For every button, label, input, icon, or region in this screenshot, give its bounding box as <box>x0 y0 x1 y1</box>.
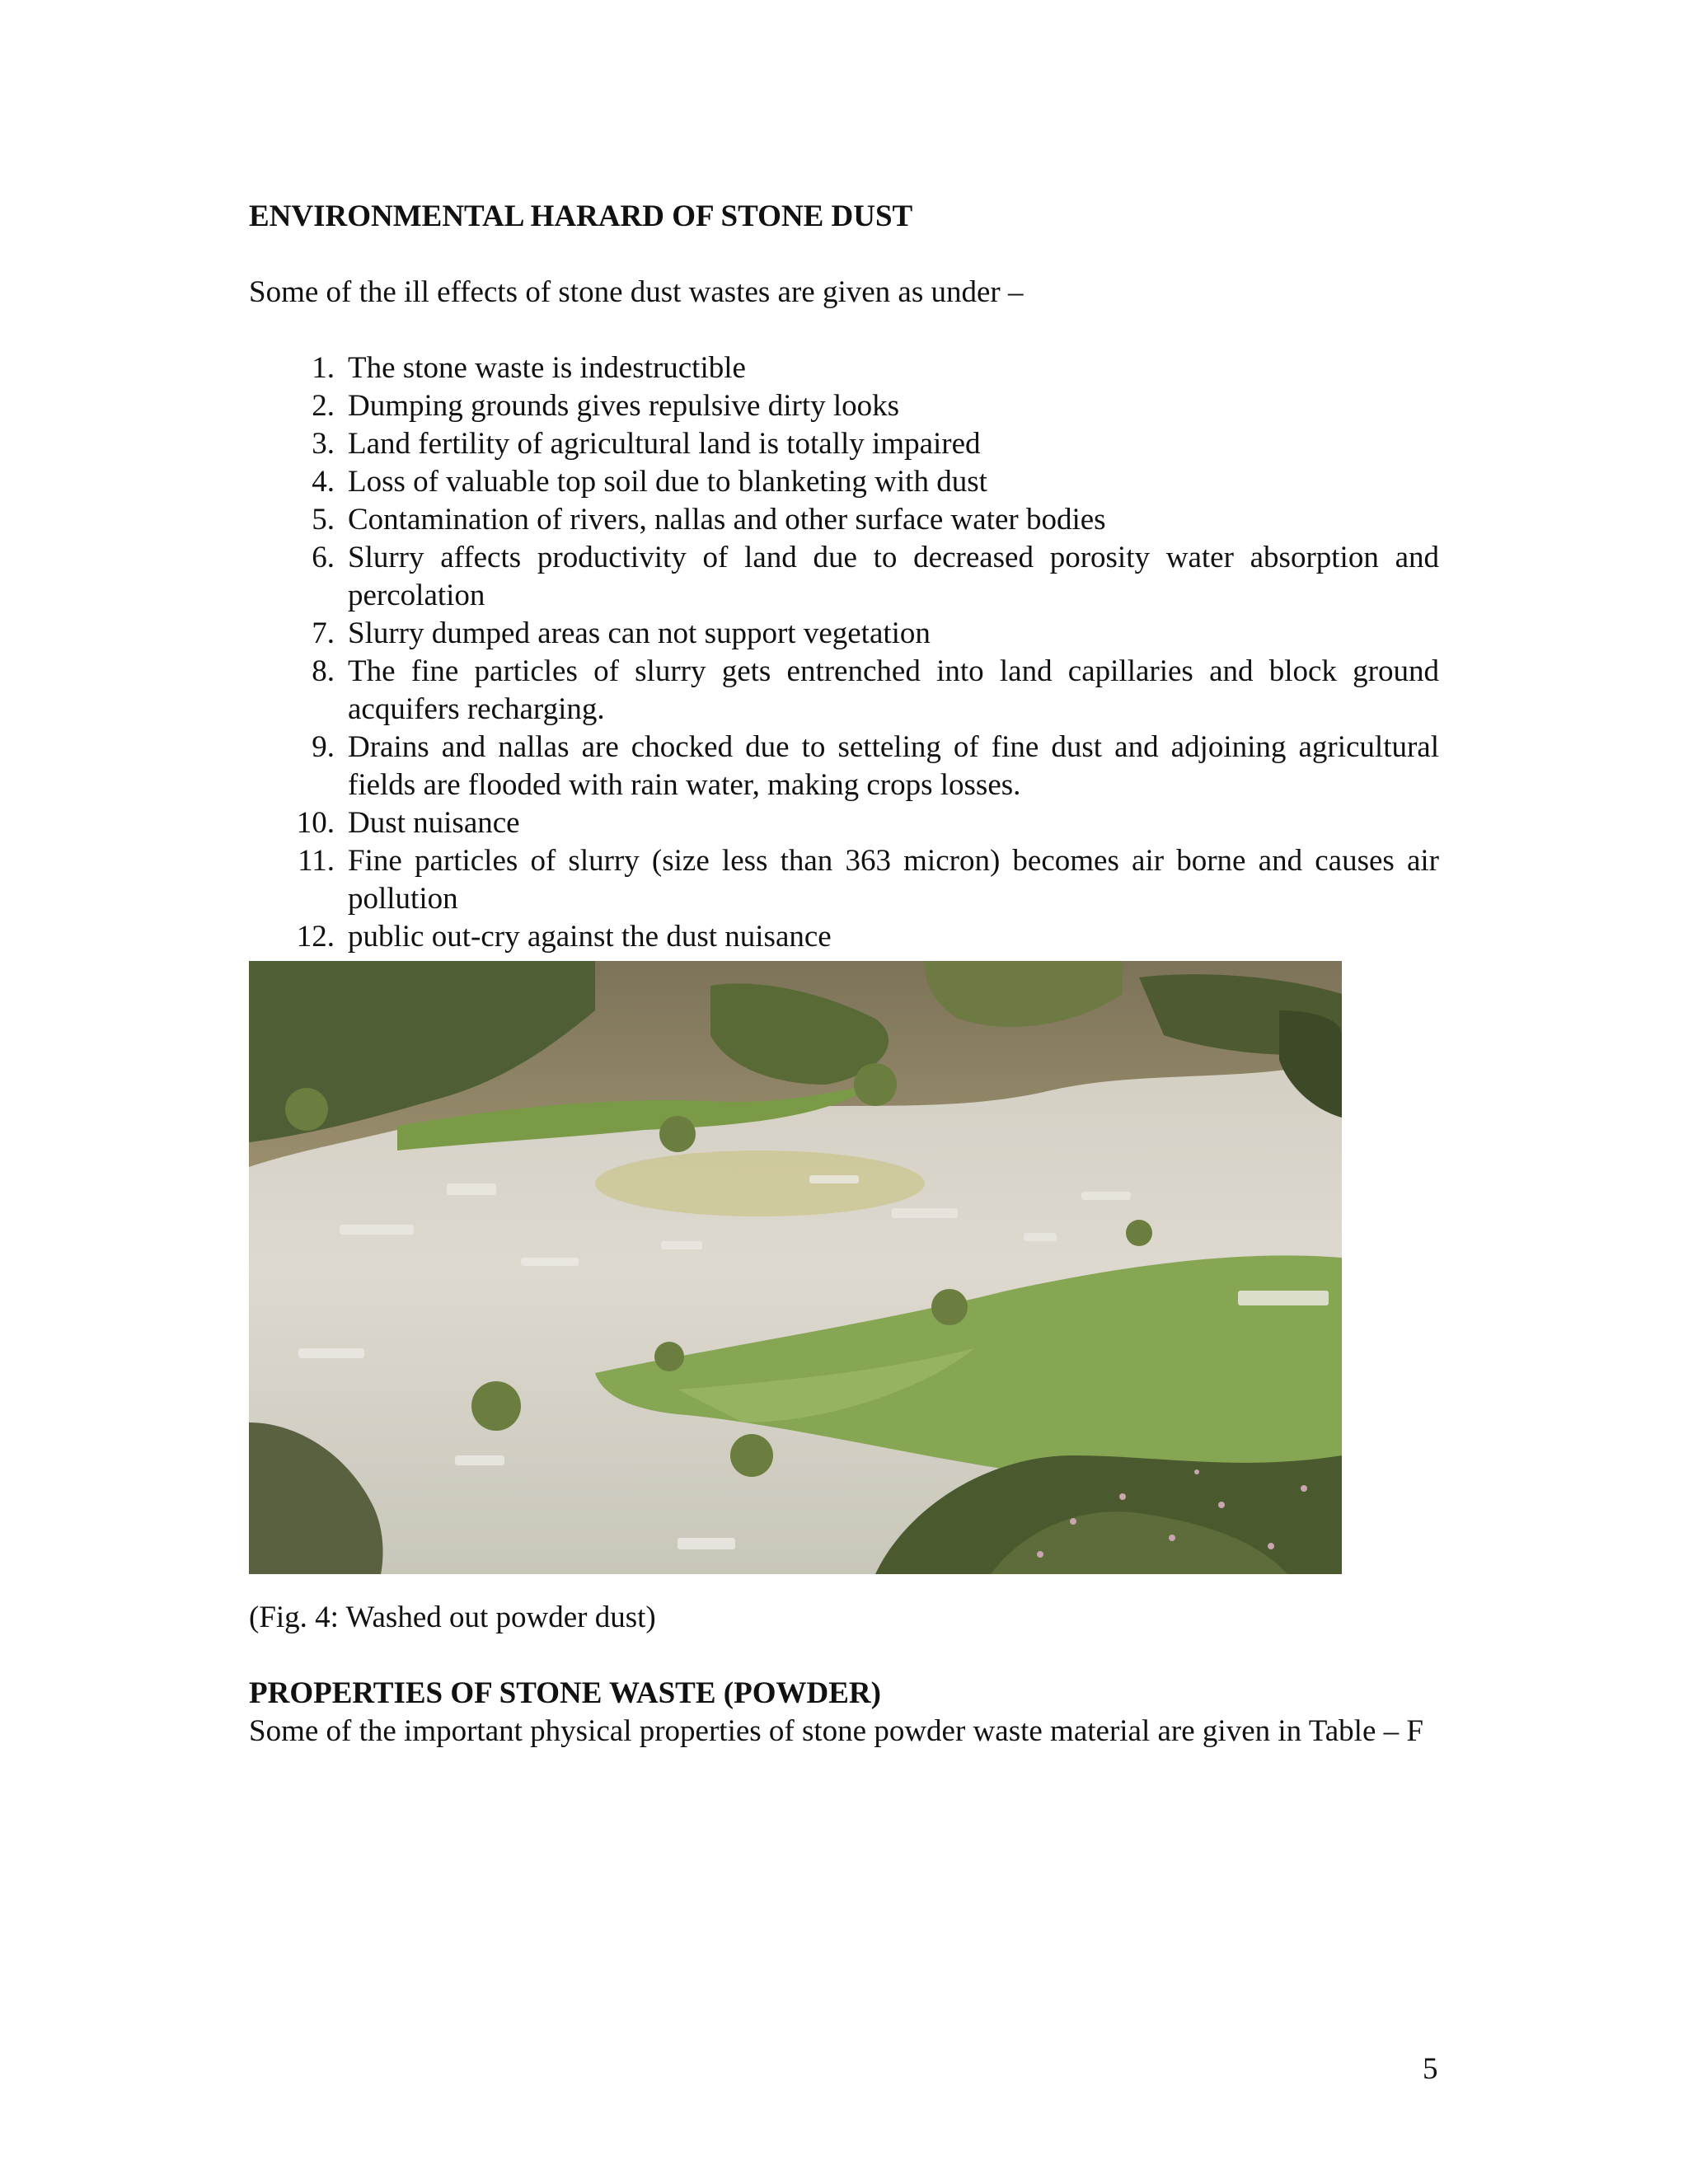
list-item-number: 9. <box>312 730 335 764</box>
list-item-number: 3. <box>312 427 335 461</box>
list-item <box>249 615 1439 653</box>
list-item-number: 7. <box>312 616 335 650</box>
list-item-number: 4. <box>312 465 335 499</box>
document-page <box>249 198 1439 1750</box>
list-item-text: Drains and nallas are chocked due to setteling of fine dust and adjoining agricultural fields are flooded with rain water, making crops losses. <box>348 730 1439 802</box>
list-item-text: Contamination of rivers, nallas and other surface water bodies <box>348 503 1106 537</box>
list-item-number: 10. <box>296 806 335 840</box>
list-item <box>249 918 1439 956</box>
list-item-number: 12. <box>296 920 335 954</box>
list-item <box>249 387 1439 425</box>
list-item-number: 6. <box>312 541 335 574</box>
list-item-number: 5. <box>312 503 335 537</box>
figure-caption: (Fig. 4: Washed out powder dust) <box>249 1601 656 1634</box>
list-item <box>249 349 1439 387</box>
list-item <box>249 463 1439 501</box>
list-item-number: 8. <box>312 654 335 688</box>
list-item <box>249 425 1439 463</box>
list-item <box>249 653 1439 729</box>
list-item <box>249 729 1439 804</box>
list-item-text: The stone waste is indestructible <box>348 351 746 385</box>
list-item-text: Dumping grounds gives repulsive dirty looks <box>348 389 900 423</box>
list-item <box>249 539 1439 615</box>
ill-effects-list <box>249 349 1439 956</box>
page-number: 5 <box>1423 2052 1438 2086</box>
section-heading-environmental-hazard: ENVIRONMENTAL HARARD OF STONE DUST <box>249 199 913 233</box>
list-item-text: Dust nuisance <box>348 806 520 840</box>
list-item-text: Slurry affects productivity of land due to decreased porosity water absorption and percolation <box>348 541 1439 612</box>
list-item-text: The fine particles of slurry gets entrenched into land capillaries and block ground acquifers recharging. <box>348 654 1439 726</box>
properties-paragraph: Some of the important physical properties of stone powder waste material are given in Table – F <box>249 1714 1423 1748</box>
list-item-text: Slurry dumped areas can not support vegetation <box>348 616 931 650</box>
list-item <box>249 842 1439 918</box>
section-heading-properties: PROPERTIES OF STONE WASTE (POWDER) <box>249 1676 881 1710</box>
list-item-text: Fine particles of slurry (size less than 363 micron) becomes air borne and causes air pollution <box>348 844 1439 916</box>
list-item <box>249 804 1439 842</box>
list-item <box>249 501 1439 539</box>
list-item-text: public out-cry against the dust nuisance <box>348 920 832 954</box>
intro-paragraph: Some of the ill effects of stone dust wastes are given as under – <box>249 275 1024 309</box>
list-item-text: Loss of valuable top soil due to blanketing with dust <box>348 465 987 499</box>
list-item-number: 11. <box>298 844 335 878</box>
list-item-text: Land fertility of agricultural land is totally impaired <box>348 427 981 461</box>
list-item-number: 1. <box>312 351 335 385</box>
list-item-number: 2. <box>312 389 335 423</box>
washed-out-powder-dust-photo <box>249 961 1342 1574</box>
